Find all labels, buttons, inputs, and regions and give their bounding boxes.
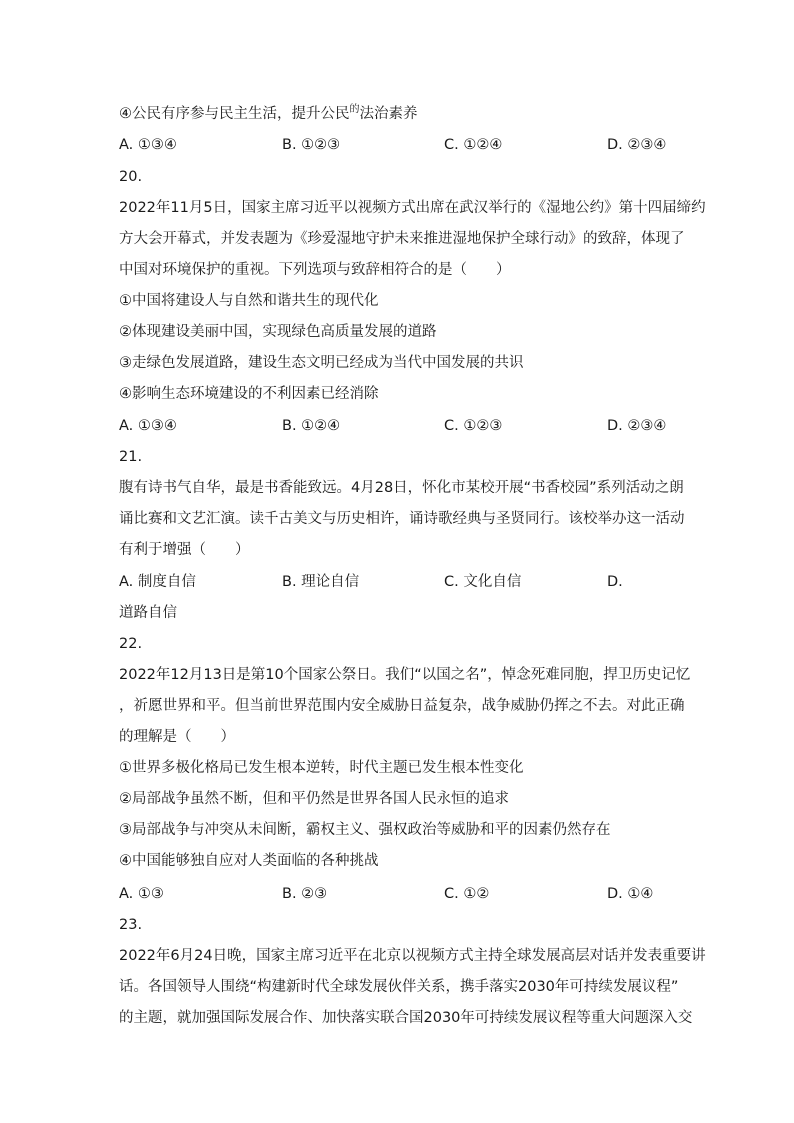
q20-item-4: ④影响生态环境建设的不利因素已经消除 <box>119 386 379 402</box>
q21-option-c[interactable]: C. 文化自信 <box>444 574 522 590</box>
q21-option-d[interactable]: D. <box>607 574 623 590</box>
q22-item-4: ④中国能够独自应对人类面临的各种挑战 <box>119 853 379 869</box>
q23-stem-line-2: 话。各国领导人围绕“构建新时代全球发展伙伴关系，携手落实2030年可持续发展议程” <box>119 979 679 995</box>
q22-item-1: ①世界多极化格局已发生根本逆转，时代主题已发生根本性变化 <box>119 760 524 776</box>
q22-number: 22. <box>119 636 143 652</box>
q20-stem-line-3: 中国对环境保护的重视。下列选项与致辞相符合的是（ ） <box>119 262 511 278</box>
q22-item-2: ②局部战争虽然不断，但和平仍然是世界各国人民永恒的追求 <box>119 791 509 807</box>
q20-stem-line-1: 2022年11月5日，国家主席习近平以视频方式出席在武汉举行的《湿地公约》第十四届缔约 <box>119 200 706 216</box>
q21-stem-line-1: 腹有诗书气自华，最是书香能致远。4月28日，怀化市某校开展“书香校园”系列活动之朗 <box>119 480 684 496</box>
q21-option-b[interactable]: B. 理论自信 <box>282 574 360 590</box>
q22-option-b[interactable]: B. ②③ <box>282 886 328 902</box>
q20-option-a[interactable]: A. ①③④ <box>119 418 177 434</box>
q22-item-3: ③局部战争与冲突从未间断，霸权主义、强权政治等威胁和平的因素仍然存在 <box>119 822 611 838</box>
q20-item-3: ③走绿色发展道路，建设生态文明已经成为当代中国发展的共识 <box>119 355 524 371</box>
q21-number: 21. <box>119 449 143 465</box>
q20-number: 20. <box>119 169 143 185</box>
q19-option-a[interactable]: A. ①③④ <box>119 137 177 153</box>
q22-stem-line-3: 的理解是（ ） <box>119 729 235 745</box>
q21-option-a[interactable]: A. 制度自信 <box>119 574 196 590</box>
q21-option-d-text[interactable]: 道路自信 <box>119 605 177 621</box>
q20-option-d[interactable]: D. ②③④ <box>607 418 667 434</box>
q20-item-2: ②体现建设美丽中国，实现绿色高质量发展的道路 <box>119 324 437 340</box>
q23-number: 23. <box>119 917 143 933</box>
q21-stem-line-2: 诵比赛和文艺汇演。读千古美文与历史相许，诵诗歌经典与圣贤同行。该校举办这一活动 <box>119 511 685 527</box>
q20-option-c[interactable]: C. ①②③ <box>444 418 503 434</box>
q19-item-4-superscript: 的 <box>349 104 360 115</box>
q19-option-c[interactable]: C. ①②④ <box>444 137 503 153</box>
q22-stem-line-2: ，祈愿世界和平。但当前世界范围内安全威胁日益复杂，战争威胁仍挥之不去。对此正确 <box>119 698 685 714</box>
q21-stem-line-3: 有利于增强（ ） <box>119 542 250 558</box>
q20-stem-line-2: 方大会开幕式，并发表题为《珍爱湿地守护未来推进湿地保护全球行动》的致辞，体现了 <box>119 231 685 247</box>
q22-option-d[interactable]: D. ①④ <box>607 886 654 902</box>
q22-option-c[interactable]: C. ①② <box>444 886 490 902</box>
q19-option-b[interactable]: B. ①②③ <box>282 137 341 153</box>
q23-stem-line-1: 2022年6月24日晚，国家主席习近平在北京以视频方式主持全球发展高层对话并发表重要讲 <box>119 948 706 964</box>
q22-option-a[interactable]: A. ①③ <box>119 886 164 902</box>
q20-item-1: ①中国将建设人与自然和谐共生的现代化 <box>119 293 379 309</box>
q23-stem-line-3: 的主题，就加强国际发展合作、加快落实联合国2030年可持续发展议程等重大问题深入交 <box>119 1010 693 1026</box>
q20-option-b[interactable]: B. ①②④ <box>282 418 341 434</box>
q22-stem-line-1: 2022年12月13日是第10个国家公祭日。我们“以国之名”，悼念死难同胞，捍卫历史记忆 <box>119 667 691 683</box>
q19-option-d[interactable]: D. ②③④ <box>607 137 667 153</box>
q19-item-4: ④公民有序参与民主生活，提升公民$^的$法治素养 <box>119 104 418 122</box>
